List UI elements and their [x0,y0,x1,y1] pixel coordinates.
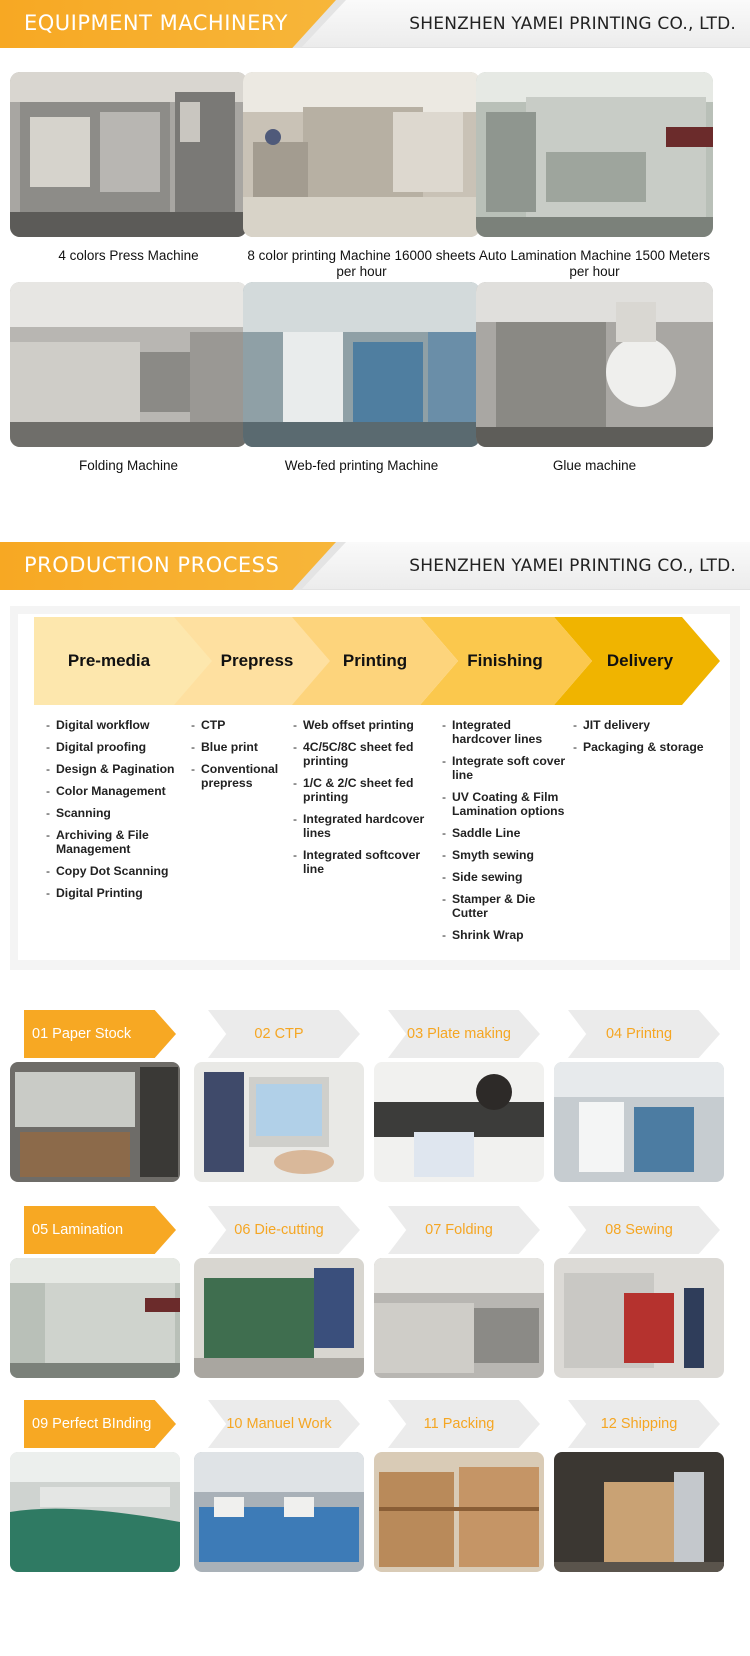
folding-photo [374,1258,544,1378]
process-step [194,1010,366,1182]
process-section-title: PRODUCTION PROCESS [24,553,280,577]
premedia-items [46,718,181,908]
process-item: - Conventional prepress [191,762,286,790]
paper-stock-photo [10,1062,180,1182]
process-step [374,1206,546,1378]
process-section-header [0,542,750,590]
step-banner [208,1010,360,1058]
prepress-items [191,718,286,798]
process-step [10,1206,182,1378]
stage-label: Finishing [467,651,543,670]
press-machine-photo [10,72,247,237]
folding-machine-photo [10,282,247,447]
process-step [374,1400,546,1572]
equipment-card [476,282,713,474]
sewing-photo [554,1258,724,1378]
ctp-photo [194,1062,364,1182]
process-item: - Scanning [46,806,181,820]
process-step [194,1400,366,1572]
step-label: 02 CTP [254,1026,304,1042]
step-label: 09 Perfect BInding [32,1416,152,1432]
equipment-card [243,72,480,280]
process-item: - Copy Dot Scanning [46,864,181,878]
perfect-binding-photo [10,1452,180,1572]
step-banner [568,1400,720,1448]
step-banner [568,1206,720,1254]
printing-items [293,718,433,884]
equipment-card [10,72,247,264]
process-item: - Digital proofing [46,740,181,754]
delivery-items [573,718,723,762]
process-step [554,1400,726,1572]
process-item: - Integrated softcover line [293,848,433,876]
plate-making-photo [374,1062,544,1182]
process-step [554,1206,726,1378]
process-step [10,1010,182,1182]
process-item: - Stamper & Die Cutter [442,892,572,920]
process-item: - Color Management [46,784,181,798]
die-cutting-photo [194,1258,364,1378]
process-item: - Web offset printing [293,718,433,732]
stage-label: Pre-media [67,651,151,670]
process-item: - Integrated hardcover lines [293,812,433,840]
step-banner [24,1400,176,1448]
step-label: 11 Packing [423,1416,495,1432]
process-item: - CTP [191,718,286,732]
step-label: 04 Printng [605,1026,673,1042]
step-label: 06 Die-cutting [234,1222,324,1238]
printing-photo [554,1062,724,1182]
step-label: 12 Shipping [600,1416,678,1432]
step-banner [568,1010,720,1058]
glue-machine-photo [476,282,713,447]
step-banner [388,1206,540,1254]
manual-work-photo [194,1452,364,1572]
step-banner [208,1206,360,1254]
finishing-items [442,718,572,950]
step-label: 07 Folding [425,1222,493,1238]
equipment-card [243,282,480,474]
lamination-machine-photo [476,72,713,237]
step-banner [24,1206,176,1254]
equipment-caption: Auto Lamination Machine 1500 Meters per hour [478,248,711,279]
process-item: - JIT delivery [573,718,723,732]
process-item: - Saddle Line [442,826,572,840]
process-item: - Design & Pagination [46,762,181,776]
step-banner [24,1010,176,1058]
process-item: - Archiving & File Management [46,828,181,856]
shipping-photo [554,1452,724,1572]
process-step [194,1206,366,1378]
stage-arrow-premedia [34,617,212,705]
stage-label: Prepress [220,651,294,670]
company-name: SHENZHEN YAMEI PRINTING CO., LTD. [409,556,736,576]
process-item: - Smyth sewing [442,848,572,862]
stage-label: Printing [342,651,408,670]
process-item: - 1/C & 2/C sheet fed printing [293,776,433,804]
equipment-caption: Glue machine [552,458,637,473]
step-banner [208,1400,360,1448]
process-item: - Side sewing [442,870,572,884]
process-item: - Integrate soft cover line [442,754,572,782]
step-label: 01 Paper Stock [32,1026,132,1042]
equipment-section-header [0,0,750,48]
process-item: - UV Coating & Film Lamination options [442,790,572,818]
stage-label: Delivery [606,651,674,670]
step-banner [388,1400,540,1448]
process-item: - Blue print [191,740,286,754]
equipment-card [476,72,713,280]
equipment-caption: Folding Machine [78,458,179,473]
company-name: SHENZHEN YAMEI PRINTING CO., LTD. [409,14,736,34]
process-item: - Shrink Wrap [442,928,572,942]
lamination-photo [10,1258,180,1378]
process-item: - Packaging & storage [573,740,723,754]
equipment-caption: Web-fed printing Machine [284,458,439,473]
step-label: 05 Lamination [32,1222,124,1238]
equipment-section-title: EQUIPMENT MACHINERY [24,11,288,35]
step-label: 08 Sewing [605,1222,673,1238]
process-item: - Digital workflow [46,718,181,732]
equipment-caption: 4 colors Press Machine [58,248,199,263]
process-step [374,1010,546,1182]
process-item: - 4C/5C/8C sheet fed printing [293,740,433,768]
equipment-caption: 8 color printing Machine 16000 sheets per hour [247,248,476,279]
webfed-machine-photo [243,282,480,447]
process-item: - Digital Printing [46,886,181,900]
equipment-card [10,282,247,474]
process-item: - Integrated hardcover lines [442,718,572,746]
packing-photo [374,1452,544,1572]
step-label: 10 Manuel Work [226,1416,332,1432]
printing-machine-photo [243,72,480,237]
process-step [554,1010,726,1182]
step-banner [388,1010,540,1058]
step-label: 03 Plate making [407,1026,511,1042]
process-step [10,1400,182,1572]
